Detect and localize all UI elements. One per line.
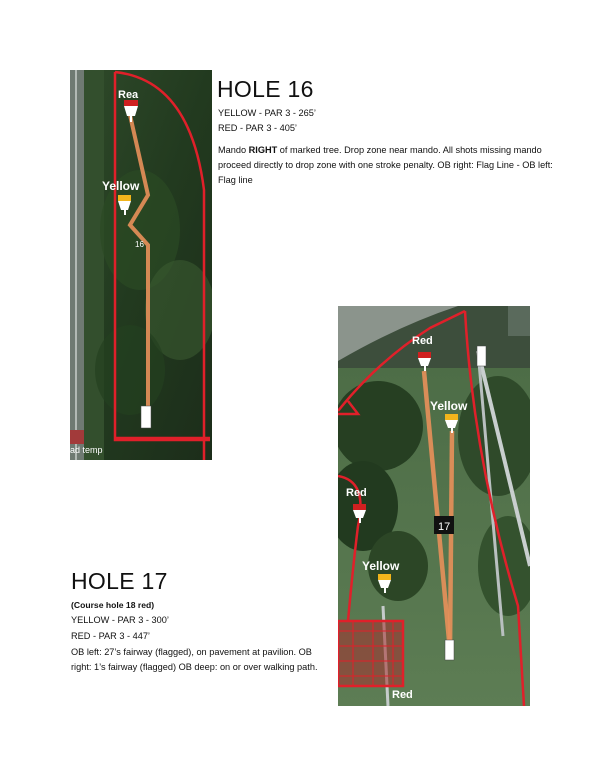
tee-pad xyxy=(445,640,454,660)
map-label-red-bottom: Red xyxy=(392,689,413,701)
hole-17-map xyxy=(338,306,530,706)
tee-pad-top xyxy=(477,346,486,366)
map-label-red: Rea xyxy=(118,89,139,101)
map-hole-number: 16 xyxy=(135,240,144,249)
hole-17-red-tee: RED - PAR 3 - 447’ xyxy=(71,631,150,641)
hole-16-yellow-tee: YELLOW - PAR 3 - 265’ xyxy=(218,108,316,118)
map-label-red-top: Red xyxy=(412,335,433,347)
map-label-yellow-top: Yellow xyxy=(430,399,468,413)
hole-16-notes-pre: Mando xyxy=(218,145,249,155)
tee-pad xyxy=(141,406,151,428)
hole-17-notes: OB left: 27’s fairway (flagged), on pavement at pavilion. OB right: 1’s fairway (flagged) OB deep: on or over walking path. xyxy=(71,647,318,672)
hole-16-notes xyxy=(218,143,558,188)
hole-17-subtitle: (Course hole 18 red) xyxy=(71,600,155,610)
map-hole-number: 17 xyxy=(438,521,451,533)
hole-16-notes-bold: RIGHT xyxy=(248,145,278,155)
hole-16-map xyxy=(70,70,212,460)
hole-17-yellow-tee: YELLOW - PAR 3 - 300’ xyxy=(71,615,169,625)
hole-16-red-tee: RED - PAR 3 - 405’ xyxy=(218,123,297,133)
map-label-yellow-left: Yellow xyxy=(362,559,400,573)
fairway-line-yellow xyxy=(450,431,452,651)
hole-16-notes-post: of marked tree. Drop zone near mando. All shots missing mando proceed directly to drop zone with one stroke penalty. OB right: Flag Line - OB left: Flag line xyxy=(218,145,553,185)
hole-17-title: HOLE 17 xyxy=(71,568,168,594)
map-label-red-left: Red xyxy=(346,487,367,499)
hole-16-title: HOLE 16 xyxy=(217,76,314,102)
map-street-text: ad temp xyxy=(70,445,103,455)
map-label-yellow: Yellow xyxy=(102,179,140,193)
